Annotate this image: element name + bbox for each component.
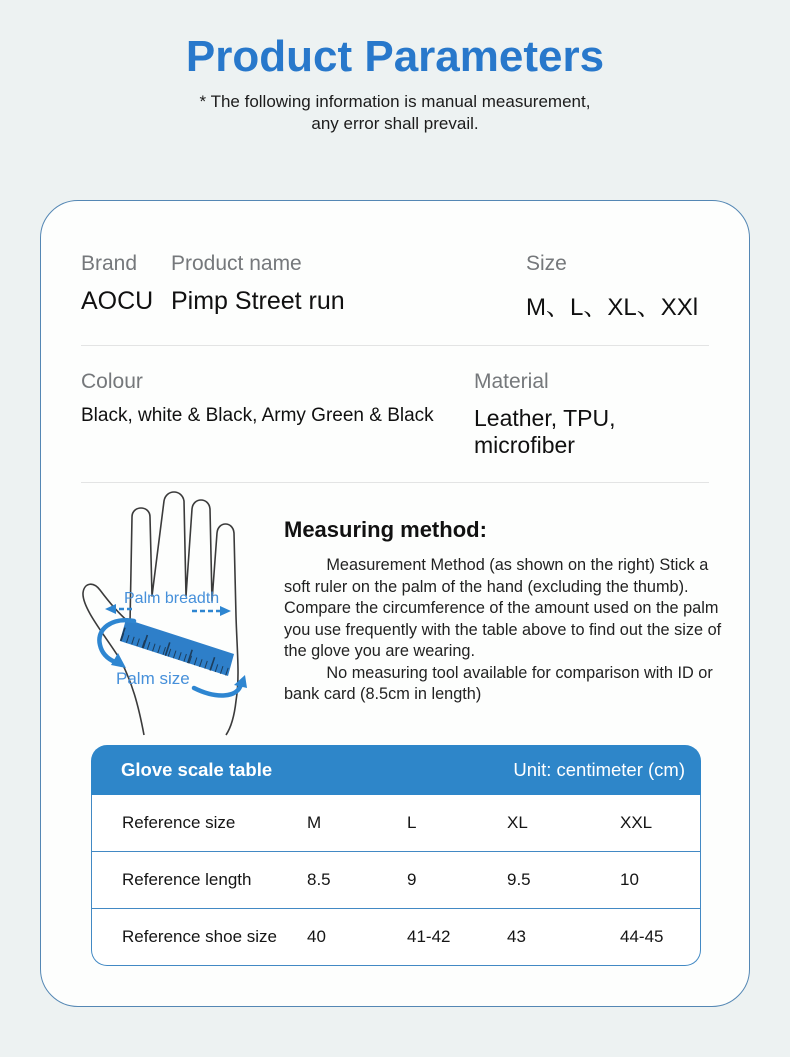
spec-product-name <box>171 251 526 322</box>
measuring-paragraph-2: No measuring tool available for comparison with ID or bank card (8.5cm in length) <box>284 663 713 704</box>
table-row <box>92 908 700 965</box>
measuring-section <box>41 483 749 736</box>
cell: L <box>407 813 417 833</box>
measuring-paragraph-1: Measurement Method (as shown on the right) Stick a soft ruler on the palm of the hand (excluding the thumb). Compare the circumference of the amount used on the palm you use frequently with the table above to find out the size of the glove you are wearing. <box>284 556 722 661</box>
material-value: Leather, TPU, microfiber <box>474 405 616 459</box>
cell: XL <box>507 813 528 833</box>
spec-colour <box>81 369 474 459</box>
cell: 43 <box>507 927 526 947</box>
divider-1 <box>81 345 709 346</box>
product-name-value: Pimp Street run <box>171 287 345 316</box>
size-value: M、L、XL、XXl <box>526 294 699 322</box>
measuring-heading: Measuring method: <box>284 517 487 543</box>
hand-outline <box>83 492 238 735</box>
row-label: Reference shoe size <box>122 927 277 947</box>
measurement-note <box>0 91 790 136</box>
product-name-label: Product name <box>171 252 302 275</box>
spec-brand <box>81 251 171 322</box>
glove-table-body <box>91 795 701 966</box>
palm-breadth-label: Palm breadth <box>124 590 220 608</box>
cell: 9.5 <box>507 870 531 890</box>
cell: 41-42 <box>407 927 451 947</box>
measurement-note-line2: any error shall prevail. <box>311 114 479 134</box>
cell: M <box>307 813 322 833</box>
table-row <box>92 795 700 851</box>
row-label: Reference length <box>122 870 252 890</box>
palm-size-label: Palm size <box>116 669 190 689</box>
spec-card <box>40 200 750 1007</box>
brand-value: AOCU <box>81 287 154 316</box>
spec-size <box>526 251 709 322</box>
cell: 9 <box>407 870 417 890</box>
spec-row-1 <box>41 251 749 322</box>
brand-label: Brand <box>81 252 138 275</box>
table-row <box>92 851 700 908</box>
cell: 44-45 <box>620 927 664 947</box>
material-label: Material <box>474 370 549 394</box>
cell: XXL <box>620 813 653 833</box>
colour-label: Colour <box>81 370 143 394</box>
colour-value: Black, white & Black, Army Green & Black <box>81 405 434 427</box>
measuring-text-block <box>284 491 723 736</box>
page-title: Product Parameters <box>185 32 605 81</box>
spec-row-2 <box>41 369 749 459</box>
hand-measurement-diagram <box>76 491 276 736</box>
glove-table-header <box>91 745 701 795</box>
page-header <box>0 32 790 135</box>
spec-material <box>474 369 709 459</box>
cell: 8.5 <box>307 870 331 890</box>
row-label: Reference size <box>122 813 236 833</box>
cell: 40 <box>307 927 326 947</box>
glove-table-unit: Unit: centimeter (cm) <box>513 759 685 781</box>
glove-table-title: Glove scale table <box>121 759 273 781</box>
glove-scale-table <box>91 745 701 966</box>
measurement-note-line1: * The following information is manual measurement, <box>199 91 591 111</box>
cell: 10 <box>620 870 639 890</box>
size-label: Size <box>526 252 567 275</box>
